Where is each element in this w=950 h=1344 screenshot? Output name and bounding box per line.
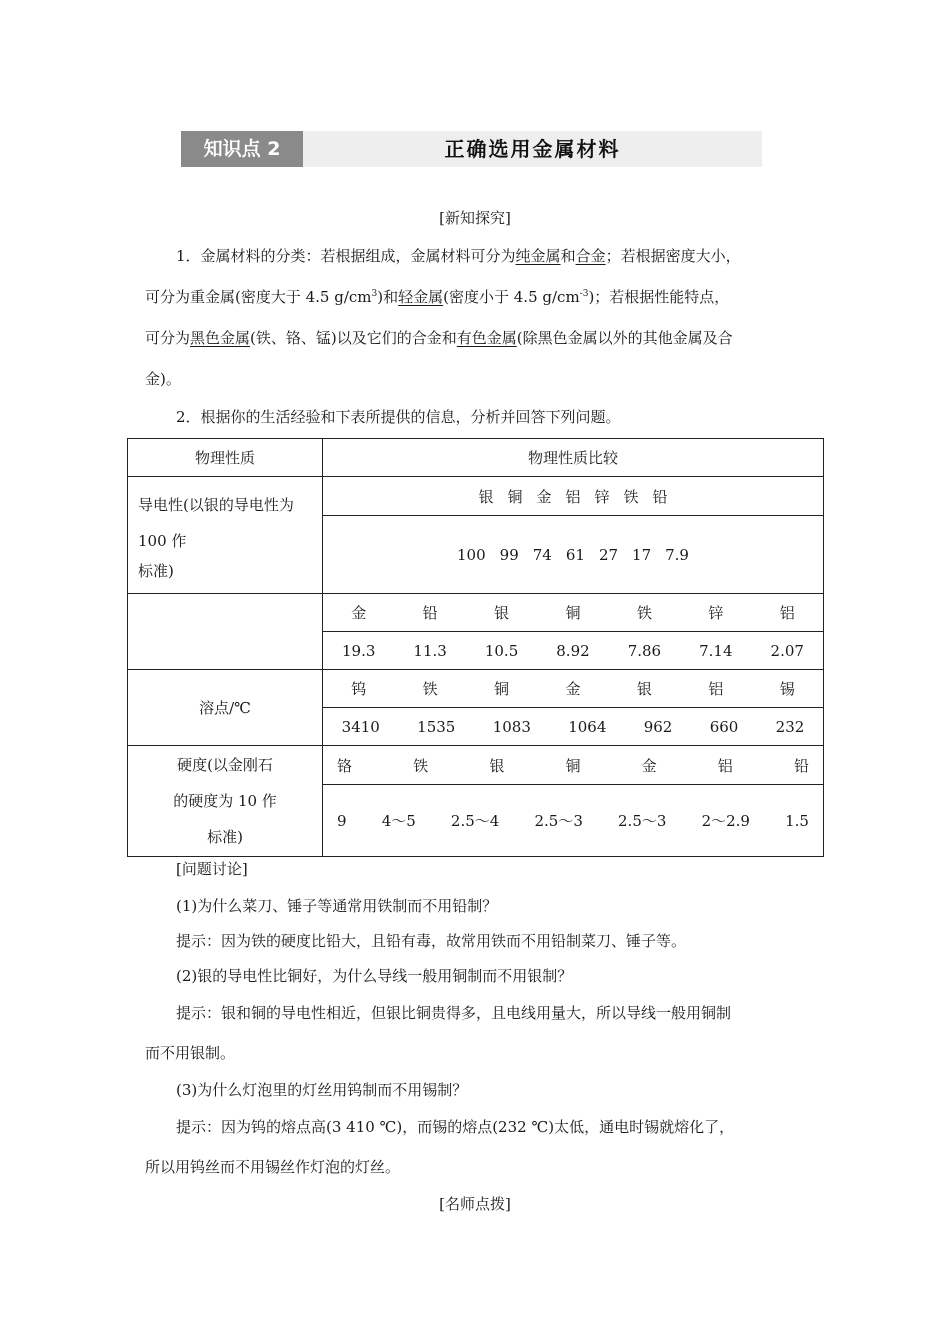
metal-properties-table bbox=[127, 438, 824, 857]
teacher-tips-heading: [名师点拨] bbox=[439, 1195, 511, 1213]
answer-alloy: 合金 bbox=[575, 247, 606, 265]
p1-line1: 1．金属材料的分类：若根据组成，金属材料可分为纯金属和合金；若根据密度大小， bbox=[176, 247, 741, 265]
answer-3-line1: 提示：因为钨的熔点高(3 410 ℃)，而锡的熔点(232 ℃)太低，通电时锡就熔化了， bbox=[176, 1118, 735, 1136]
hardness-label: 硬度(以金刚石 的硬度为 10 作 标准) bbox=[128, 746, 323, 857]
table-header-row bbox=[128, 439, 824, 477]
discussion-heading: [问题讨论] bbox=[176, 860, 248, 878]
answer-light-metal: 轻金属 bbox=[398, 288, 444, 306]
density-metals-row bbox=[128, 594, 824, 632]
question-2: (2)银的导电性比铜好，为什么导线一般用铜制而不用银制？ bbox=[176, 967, 573, 985]
density-label bbox=[128, 594, 323, 670]
melting-metals: 钨 铁 铜 金 银 铝 锡 bbox=[351, 680, 795, 698]
answer-2-line1: 提示：银和铜的导电性相近，但银比铜贵得多，且电线用量大，所以导线一般用铜制 bbox=[176, 1004, 732, 1022]
melting-point-label: 溶点/℃ bbox=[128, 670, 323, 746]
section-title: 正确选用金属材料 bbox=[444, 137, 621, 161]
p2: 2．根据你的生活经验和下表所提供的信息，分析并回答下列问题。 bbox=[176, 408, 621, 426]
question-1: (1)为什么菜刀、锤子等通常用铁制而不用铅制？ bbox=[176, 897, 498, 915]
conductivity-label: 导电性(以银的导电性为 100 作 标准) bbox=[128, 477, 323, 594]
answer-2-line2: 而不用银制。 bbox=[145, 1044, 236, 1062]
hardness-metals: 铬 铁 银 铜 金 铝 铅 bbox=[337, 756, 809, 775]
conductivity-metals-row bbox=[128, 477, 824, 516]
p1-line3: 可分为黑色金属(铁、铬、锰)以及它们的合金和有色金属(除黑色金属以外的其他金属及合 bbox=[145, 329, 733, 347]
answer-ferrous-metal: 黑色金属 bbox=[190, 329, 251, 347]
new-knowledge-heading: [新知探究] bbox=[439, 209, 511, 227]
answer-nonferrous-metal: 有色金属 bbox=[456, 329, 517, 347]
p1-line4: 金)。 bbox=[145, 370, 181, 388]
melting-metals-row bbox=[128, 670, 824, 708]
answer-3-line2: 所以用钨丝而不用锡丝作灯泡的灯丝。 bbox=[145, 1158, 401, 1176]
density-values: 19.3 11.3 10.5 8.92 7.86 7.14 2.07 bbox=[342, 641, 804, 660]
knowledge-point-tag: 知识点 2 bbox=[181, 131, 303, 167]
density-metals: 金 铅 银 铜 铁 锌 铝 bbox=[351, 604, 795, 622]
header-comparison: 物理性质比较 bbox=[323, 439, 824, 477]
p1-line2: 可分为重金属(密度大于 4.5 $g/cm^3$)和轻金属(密度小于 4.5 $g/cm^{-3}$)；若根据性能特点， bbox=[145, 288, 730, 306]
question-3: (3)为什么灯泡里的灯丝用钨制而不用锡制？ bbox=[176, 1081, 468, 1099]
answer-1: 提示：因为铁的硬度比铅大，且铅有毒，故常用铁而不用铅制菜刀、锤子等。 bbox=[176, 932, 687, 950]
header-property: 物理性质 bbox=[128, 439, 323, 477]
conductivity-values: 100 99 74 61 27 17 7.9 bbox=[457, 545, 689, 564]
hardness-metals-row bbox=[128, 746, 824, 785]
conductivity-metals: 银 铜 金 铝 锌 铁 铅 bbox=[478, 487, 668, 506]
melting-values: 3410 1535 1083 1064 962 660 232 bbox=[341, 717, 805, 736]
section-banner bbox=[181, 131, 762, 167]
hardness-values: 9 4～5 2.5～4 2.5～3 2.5～3 2～2.9 1.5 bbox=[337, 811, 809, 830]
answer-pure-metal: 纯金属 bbox=[515, 247, 561, 265]
